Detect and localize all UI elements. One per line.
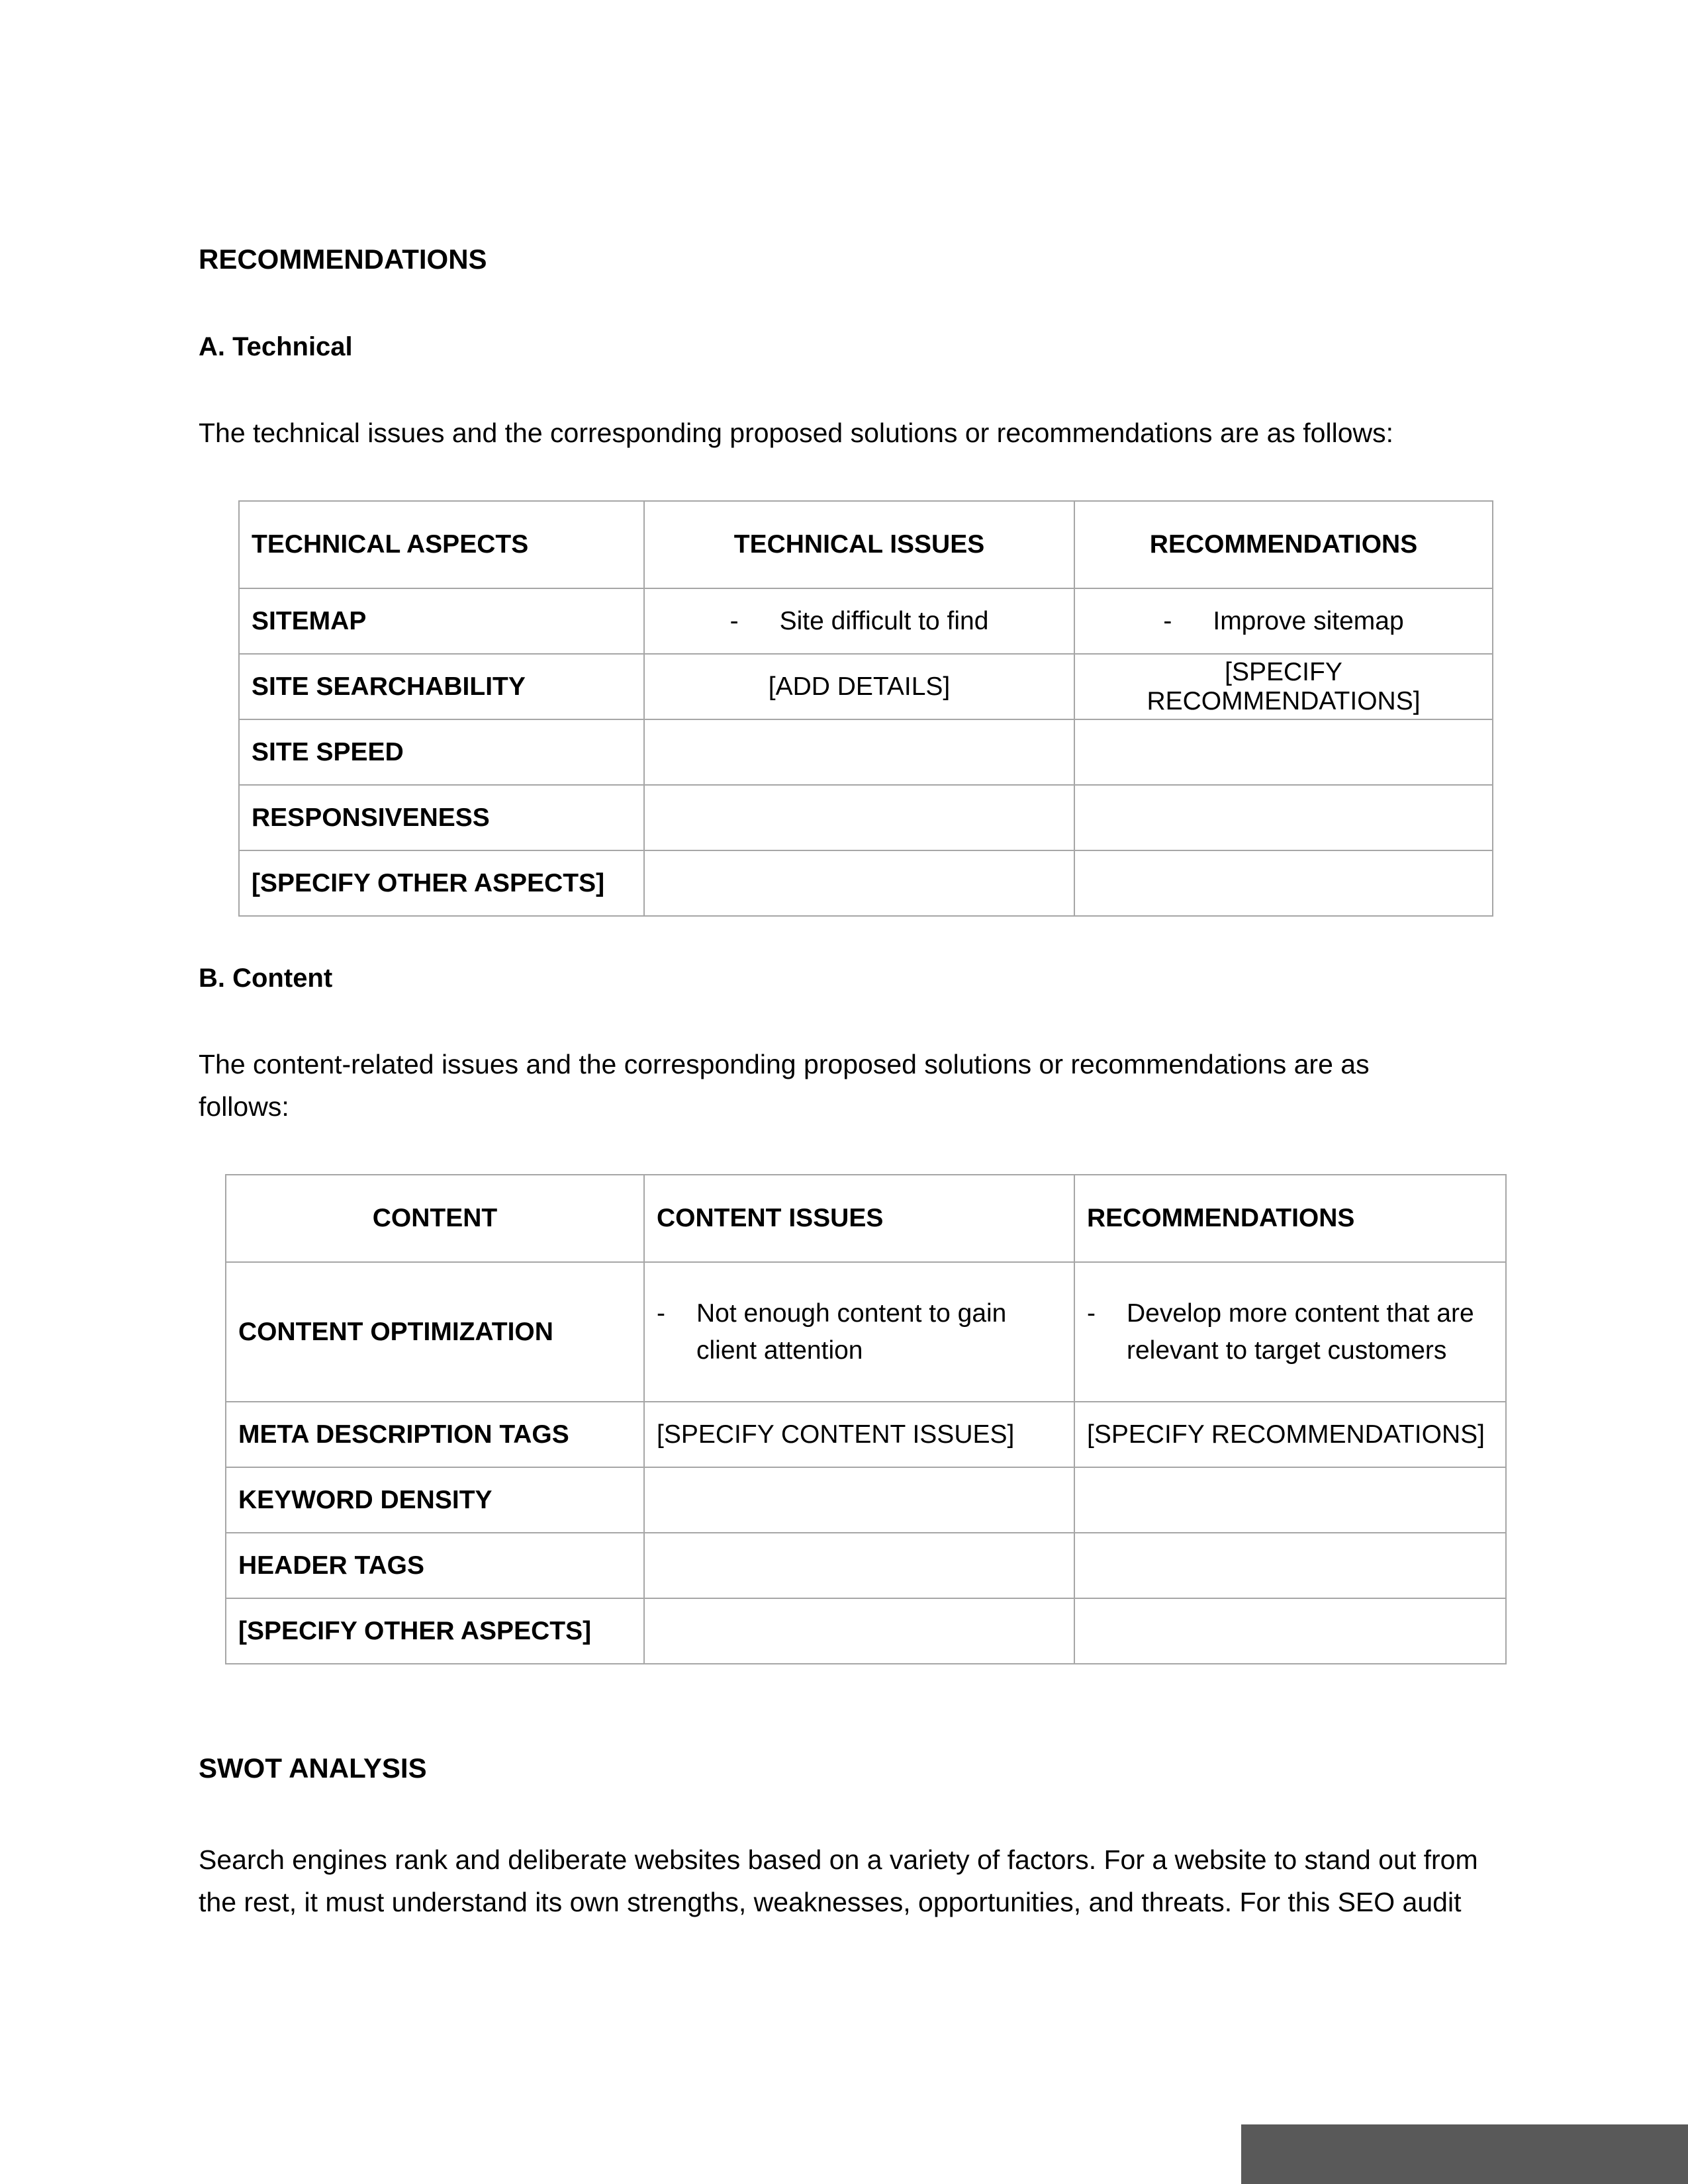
bullet-item — [1087, 1295, 1493, 1369]
recommendation-cell — [1074, 719, 1493, 785]
recommendations-heading: RECOMMENDATIONS — [199, 244, 487, 275]
table-row — [226, 1467, 1506, 1533]
aspect-cell: [SPECIFY OTHER ASPECTS] — [226, 1598, 644, 1664]
content-subheading: B. Content — [199, 964, 333, 993]
aspect-cell: [SPECIFY OTHER ASPECTS] — [239, 850, 644, 916]
content-table — [225, 1174, 1507, 1664]
technical-table — [238, 500, 1493, 917]
header-content-issues: CONTENT ISSUES — [644, 1175, 1074, 1262]
table-row — [239, 719, 1493, 785]
table-row — [239, 588, 1493, 654]
header-recommendations: RECOMMENDATIONS — [1074, 1175, 1506, 1262]
issue-cell — [644, 1467, 1074, 1533]
bullet-dash: - — [1163, 606, 1172, 635]
aspect-cell: CONTENT OPTIMIZATION — [226, 1262, 644, 1402]
aspect-cell: KEYWORD DENSITY — [226, 1467, 644, 1533]
recommendation-cell — [1074, 1598, 1506, 1664]
table-row — [239, 785, 1493, 850]
recommendation-cell — [1074, 1467, 1506, 1533]
swot-heading: SWOT ANALYSIS — [199, 1752, 427, 1784]
recommendation-cell: [SPECIFY RECOMMENDATIONS] — [1074, 1402, 1506, 1467]
bullet-item — [657, 1295, 1062, 1369]
recommendation-cell — [1074, 1262, 1506, 1402]
technical-table-header-row — [239, 501, 1493, 588]
issue-cell: [SPECIFY CONTENT ISSUES] — [644, 1402, 1074, 1467]
issue-cell — [644, 850, 1074, 916]
bullet-dash: - — [1087, 1298, 1096, 1328]
header-technical-aspects: TECHNICAL ASPECTS — [239, 501, 644, 588]
bullet-text: Improve sitemap — [1213, 606, 1404, 635]
technical-subheading: A. Technical — [199, 332, 353, 361]
header-technical-issues: TECHNICAL ISSUES — [644, 501, 1074, 588]
recommendation-cell — [1074, 850, 1493, 916]
issue-cell — [644, 785, 1074, 850]
content-intro: The content-related issues and the corresponding proposed solutions or recommendations are as follows: — [199, 1049, 1370, 1122]
table-row — [226, 1402, 1506, 1467]
bullet-dash: - — [729, 606, 739, 635]
swot-intro: Search engines rank and deliberate websites based on a variety of factors. For a website to stand out from the rest, it must understand its own strengths, weaknesses, opportunities, and threats. For this SEO audit — [199, 1844, 1478, 1917]
issue-cell — [644, 719, 1074, 785]
bullet-text: Not enough content to gain client attention — [696, 1298, 1007, 1365]
aspect-cell: SITE SEARCHABILITY — [239, 654, 644, 719]
aspect-cell: RESPONSIVENESS — [239, 785, 644, 850]
technical-intro: The technical issues and the corresponding proposed solutions or recommendations are as follows: — [199, 418, 1394, 448]
table-row — [226, 1533, 1506, 1598]
header-recommendations: RECOMMENDATIONS — [1074, 501, 1493, 588]
aspect-cell: SITEMAP — [239, 588, 644, 654]
table-row — [239, 850, 1493, 916]
footer-bar — [1241, 2124, 1688, 2184]
issue-cell — [644, 1598, 1074, 1664]
aspect-cell: SITE SPEED — [239, 719, 644, 785]
bullet-dash: - — [657, 1298, 665, 1328]
bullet-item — [1163, 607, 1403, 636]
recommendation-cell — [1074, 785, 1493, 850]
issue-cell: [ADD DETAILS] — [644, 654, 1074, 719]
table-row — [239, 654, 1493, 719]
header-content: CONTENT — [226, 1175, 644, 1262]
bullet-item — [730, 607, 989, 636]
content-table-header-row — [226, 1175, 1506, 1262]
recommendation-cell: [SPECIFY RECOMMENDATIONS] — [1074, 654, 1493, 719]
recommendation-cell — [1074, 588, 1493, 654]
issue-cell — [644, 1262, 1074, 1402]
issue-cell — [644, 1533, 1074, 1598]
aspect-cell: META DESCRIPTION TAGS — [226, 1402, 644, 1467]
table-row — [226, 1598, 1506, 1664]
bullet-text: Develop more content that are relevant to target customers — [1127, 1298, 1474, 1365]
recommendation-cell — [1074, 1533, 1506, 1598]
issue-cell — [644, 588, 1074, 654]
table-row — [226, 1262, 1506, 1402]
bullet-text: Site difficult to find — [779, 606, 989, 635]
aspect-cell: HEADER TAGS — [226, 1533, 644, 1598]
